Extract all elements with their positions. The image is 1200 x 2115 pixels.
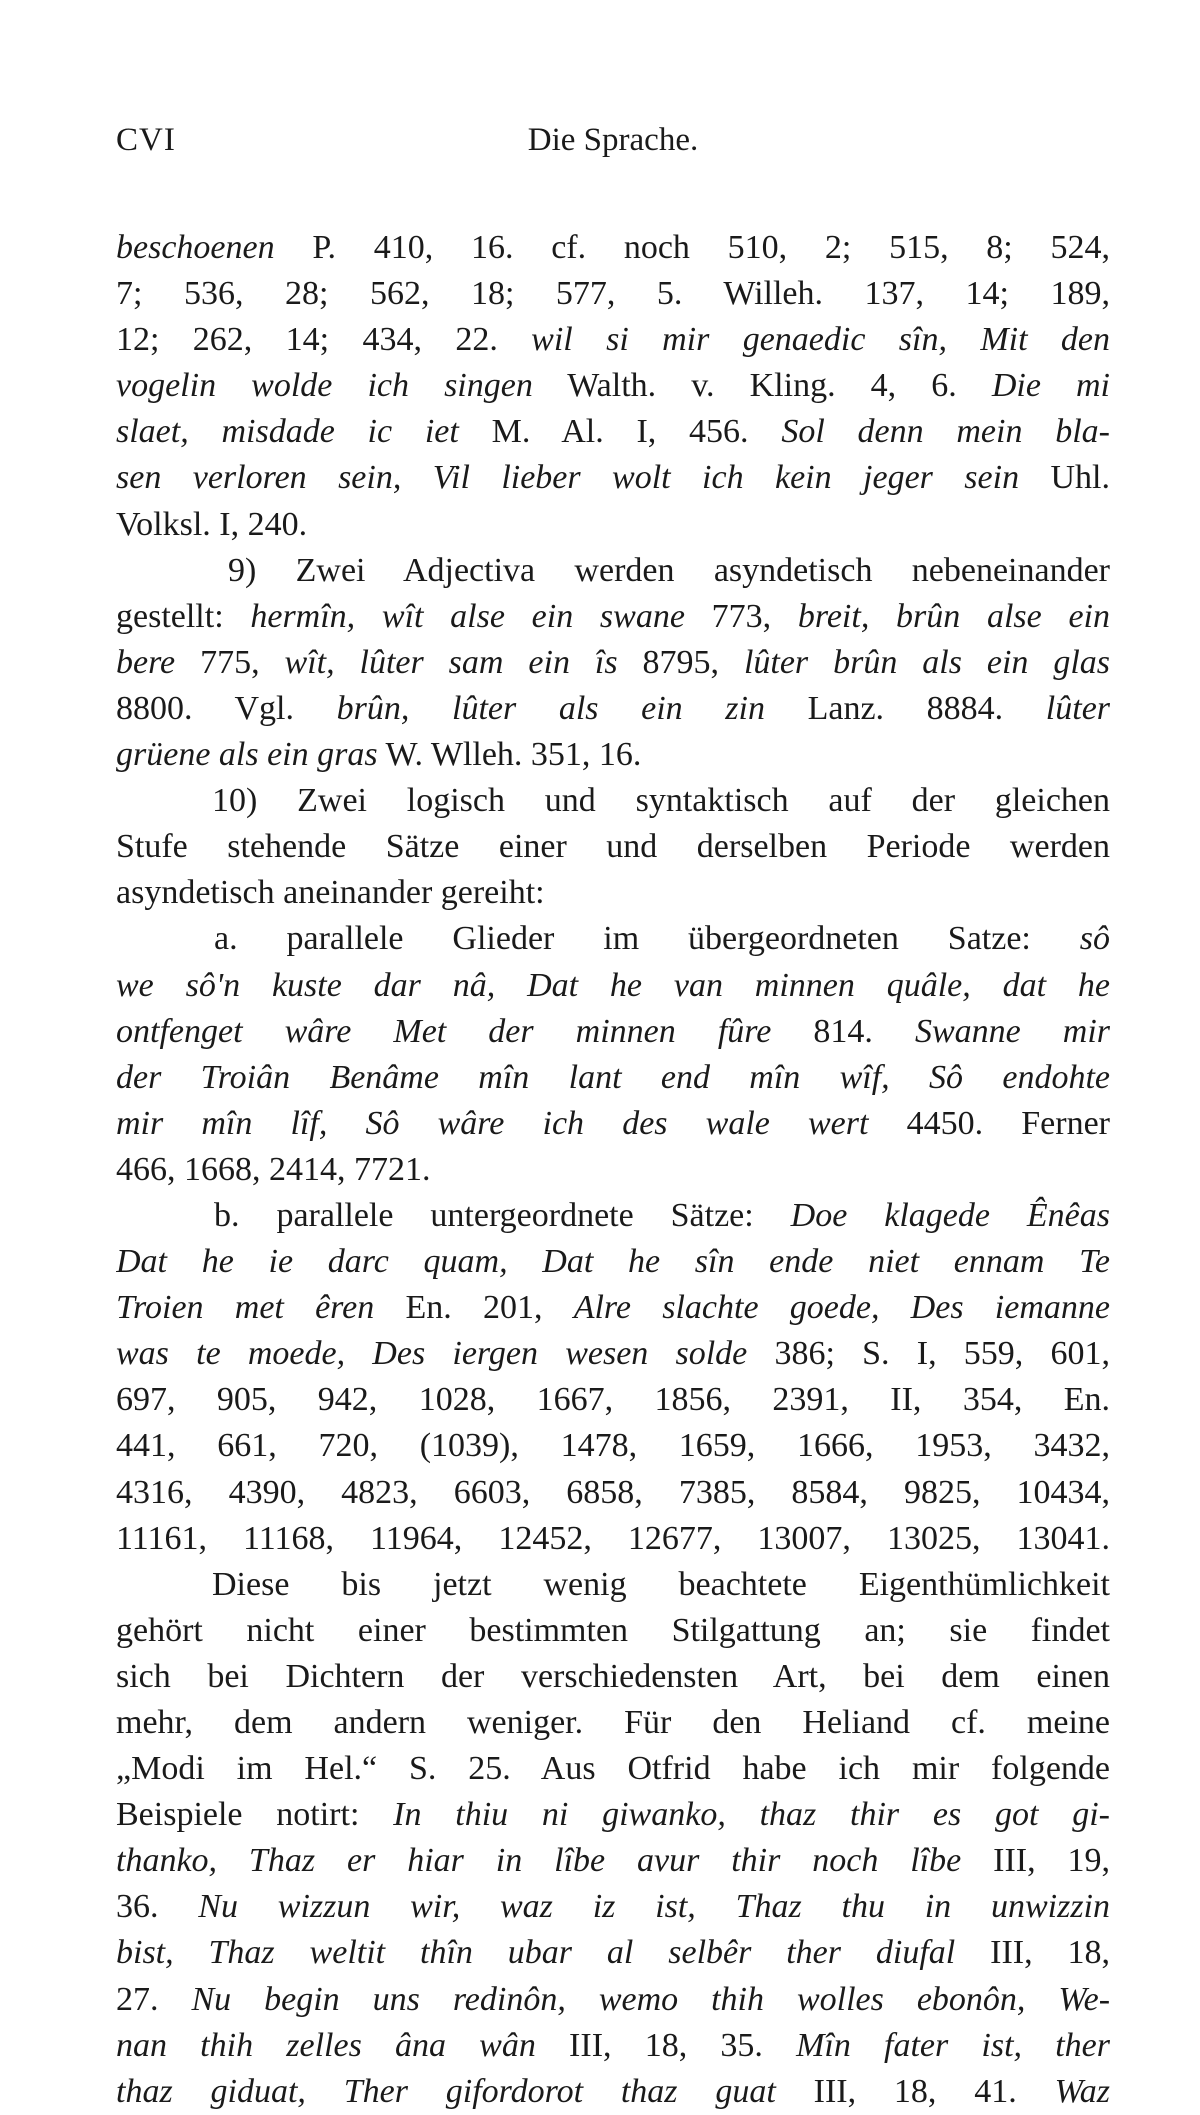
text-line — [116, 363, 1110, 409]
text-run: 11161, 11168, 11964, 12452, 12677, 13007, 13025, 13041. — [116, 1519, 1110, 1557]
italic-run: Nu begin uns redinôn, wemo thih wolles ebonôn, We- — [191, 1980, 1110, 2018]
italic-run: Mîn fater ist, ther — [796, 2026, 1110, 2064]
italic-run: Sol denn mein bla- — [781, 413, 1110, 451]
text-line — [116, 1009, 1110, 1055]
italic-run: breit, brûn alse ein — [797, 597, 1110, 635]
italic-run: slaet, misdade ic iet — [116, 413, 459, 451]
text-line — [116, 1239, 1110, 1285]
running-head: Die Sprache. — [527, 122, 699, 158]
italic-run: der Troiân Benâme mîn lant end mîn wîf, Sô endohte — [116, 1058, 1110, 1096]
text-run: III, 19, — [961, 1842, 1110, 1880]
text-run: M. Al. I, 456. — [458, 413, 782, 451]
text-line — [116, 1423, 1110, 1469]
text-line — [116, 594, 1110, 640]
page-number: CVI — [116, 122, 176, 158]
text-run: mehr, dem andern weniger. Für den Heliand cf. meine — [116, 1704, 1110, 1741]
text-line — [116, 1884, 1110, 1930]
italic-run: we sô'n kuste dar nâ, Dat he van minnen quâle, dat he — [116, 966, 1110, 1004]
text-run: 7; 536, 28; 562, 18; 577, 5. Willeh. 137, 14; 189, — [116, 275, 1110, 313]
text-run: Uhl. — [1019, 459, 1110, 497]
text-run: III, 18, — [955, 1934, 1110, 1972]
text-line — [116, 1470, 1110, 1516]
text-line — [116, 640, 1110, 686]
text-run: 4316, 4390, 4823, 6603, 6858, 7385, 8584, 9825, 10434, — [116, 1473, 1110, 1511]
italic-run: wît, lûter sam ein îs — [284, 643, 618, 681]
italic-run: vogelin wolde ich singen — [116, 367, 533, 405]
italic-run: Nu wizzun wir, waz iz ist, Thaz thu in unwizzin — [198, 1888, 1110, 1926]
text-line — [116, 1930, 1110, 1976]
italic-run: lûter brûn als ein glas — [743, 643, 1110, 681]
text-run: 466, 1668, 2414, 7721. — [116, 1150, 431, 1188]
italic-run: brûn, lûter als ein zin — [336, 689, 765, 727]
text-line — [116, 548, 1110, 594]
text-line — [116, 455, 1110, 501]
text-line — [116, 916, 1110, 962]
text-run: 8795, — [617, 643, 744, 681]
text-run: 8800. Vgl. — [116, 689, 337, 727]
text-run: 9) Zwei Adjectiva werden asyndetisch nebeneinander — [228, 551, 1110, 589]
text-run: Lanz. 8884. — [764, 689, 1046, 727]
italic-run: Waz — [1054, 2072, 1110, 2110]
italic-run: Alre slachte goede, Des iemanne — [573, 1289, 1110, 1327]
text-line — [116, 271, 1110, 317]
text-run: b. parallele untergeordnete Sätze: — [214, 1196, 791, 1234]
text-line — [116, 870, 1110, 916]
italic-run: bere — [116, 643, 176, 681]
italic-run: thanko, Thaz er hiar in lîbe avur thir noch lîbe — [116, 1842, 962, 1880]
text-run: 814. — [771, 1012, 915, 1050]
text-run: Stufe stehende Sätze einer und derselben Periode werden — [116, 828, 1110, 866]
text-run: 36. — [116, 1888, 199, 1926]
text-line — [116, 1792, 1110, 1838]
text-line — [116, 317, 1110, 363]
text-line — [116, 1377, 1110, 1423]
italic-run: ontfenget wâre Met der minnen fûre — [116, 1012, 772, 1050]
text-line — [116, 1838, 1110, 1884]
text-run: 441, 661, 720, (1039), 1478, 1659, 1666, 1953, 3432, — [116, 1427, 1110, 1465]
text-run: 10) Zwei logisch und syntaktisch auf der gleichen — [212, 782, 1110, 820]
text-line — [116, 502, 1110, 548]
italic-run: Die mi — [991, 367, 1110, 405]
italic-run: Doe klagede Ênêas — [790, 1196, 1110, 1234]
text-run: Beispiele notirt: — [116, 1796, 394, 1834]
text-run: W. Wlleh. 351, 16. — [377, 736, 642, 774]
text-line — [116, 225, 1110, 271]
italic-run: hermîn, wît alse ein swane — [250, 597, 685, 635]
text-line — [116, 409, 1110, 455]
text-run: asyndetisch aneinander gereiht: — [116, 874, 545, 912]
text-line — [116, 1516, 1110, 1562]
page-header — [116, 122, 1110, 162]
text-run: gestellt: — [116, 597, 251, 635]
text-run: 4450. Ferner — [868, 1104, 1110, 1142]
body-text — [116, 225, 1110, 2115]
italic-run: sô — [1079, 920, 1110, 958]
text-run: III, 18, 35. — [535, 2026, 797, 2064]
text-line — [116, 1654, 1110, 1700]
text-line — [116, 732, 1110, 778]
text-run: sich bei Dichtern der verschiedensten Art, bei dem einen — [116, 1657, 1110, 1695]
text-run: P. 410, 16. cf. noch 510, 2; 515, 8; 524, — [274, 229, 1110, 266]
text-line — [116, 1700, 1110, 1746]
italic-run: mir mîn lîf, Sô wâre ich des wale wert — [116, 1104, 869, 1142]
text-run: Walth. v. Kling. 4, 6. — [532, 367, 992, 405]
italic-run: In thiu ni giwanko, thaz thir es got gi- — [393, 1796, 1110, 1834]
text-run: gehört nicht einer bestimmten Stilgattung an; sie findet — [116, 1611, 1110, 1649]
italic-run: Dat he ie darc quam, Dat he sîn ende niet ennam Te — [116, 1243, 1110, 1281]
text-run: a. parallele Glieder im übergeordneten Satze: — [214, 920, 1080, 958]
italic-run: Troien met êren — [116, 1289, 375, 1327]
text-line — [116, 1101, 1110, 1147]
text-run: 12; 262, 14; 434, 22. — [116, 321, 532, 359]
text-line — [116, 1562, 1110, 1608]
italic-run: was te moede, Des iergen wesen solde — [116, 1335, 748, 1373]
italic-run: Swanne mir — [914, 1012, 1110, 1050]
italic-run: wil si mir genaedic sîn, Mit den — [531, 321, 1110, 359]
text-line — [116, 2023, 1110, 2069]
text-line — [116, 1977, 1110, 2023]
text-line — [116, 1608, 1110, 1654]
text-run: III, 18, 41. — [775, 2072, 1055, 2110]
text-run: 773, — [684, 597, 798, 635]
italic-run: lûter — [1045, 689, 1110, 727]
italic-run: thaz giduat, Ther gifordorot thaz guat — [116, 2072, 776, 2110]
text-run: 775, — [175, 643, 285, 681]
italic-run: nan thih zelles âna wân — [116, 2026, 536, 2064]
text-line — [116, 1746, 1110, 1792]
text-line — [116, 1193, 1110, 1239]
text-run: 27. — [116, 1980, 192, 2018]
text-line — [116, 1147, 1110, 1193]
italic-run: grüene als ein gras — [116, 736, 378, 774]
text-line — [116, 2069, 1110, 2115]
text-run: En. 201, — [374, 1289, 574, 1327]
text-run: 697, 905, 942, 1028, 1667, 1856, 2391, II, 354, En. — [116, 1381, 1110, 1419]
text-run: „Modi im Hel.“ S. 25. Aus Otfrid habe ich mir folgende — [116, 1750, 1110, 1788]
text-line — [116, 686, 1110, 732]
text-run: 386; S. I, 559, 601, — [747, 1335, 1110, 1373]
italic-run: beschoenen — [116, 229, 275, 266]
text-line — [116, 778, 1110, 824]
text-run: Volksl. I, 240. — [116, 505, 308, 543]
italic-run: sen verloren sein, Vil lieber wolt ich kein jeger sein — [116, 459, 1020, 497]
text-line — [116, 1331, 1110, 1377]
text-line — [116, 1055, 1110, 1101]
italic-run: bist, Thaz weltit thîn ubar al selbêr ther diufal — [116, 1934, 956, 1972]
text-run: Diese bis jetzt wenig beachtete Eigenthümlichkeit — [212, 1565, 1110, 1603]
text-line — [116, 963, 1110, 1009]
text-line — [116, 1285, 1110, 1331]
text-line — [116, 824, 1110, 870]
